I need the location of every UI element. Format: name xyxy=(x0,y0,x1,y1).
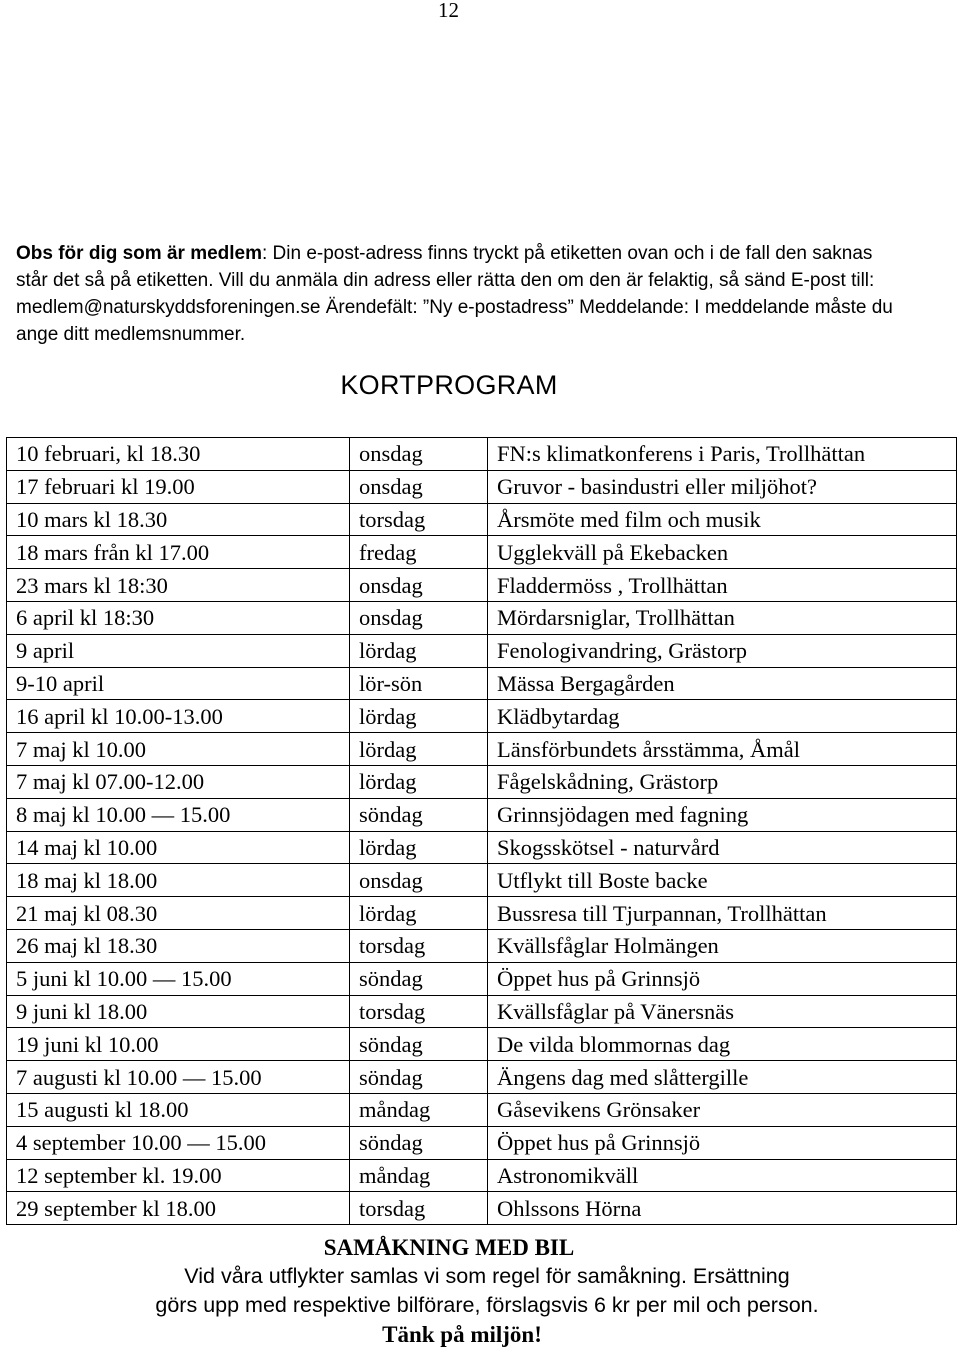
event-title-cell: Kvällsfåglar på Vänersnäs xyxy=(488,995,957,1028)
table-row xyxy=(7,1159,957,1192)
event-title-cell: Årsmöte med film och musik xyxy=(488,503,957,536)
event-weekday-cell: måndag xyxy=(350,1093,488,1126)
table-row xyxy=(7,667,957,700)
event-title-cell: Bussresa till Tjurpannan, Trollhättan xyxy=(488,897,957,930)
table-row xyxy=(7,503,957,536)
event-title-cell: Öppet hus på Grinnsjö xyxy=(488,1126,957,1159)
event-date-cell: 10 mars kl 18.30 xyxy=(7,503,350,536)
event-title-cell: Kvällsfåglar Holmängen xyxy=(488,929,957,962)
event-weekday-cell: lördag xyxy=(350,634,488,667)
table-row xyxy=(7,1126,957,1159)
event-title-cell: Fladdermöss , Trollhättan xyxy=(488,569,957,602)
event-weekday-cell: lördag xyxy=(350,831,488,864)
table-row xyxy=(7,1061,957,1094)
event-title-cell: Länsförbundets årsstämma, Åmål xyxy=(488,733,957,766)
event-date-cell: 12 september kl. 19.00 xyxy=(7,1159,350,1192)
event-date-cell: 18 mars från kl 17.00 xyxy=(7,536,350,569)
event-weekday-cell: lördag xyxy=(350,897,488,930)
table-row xyxy=(7,569,957,602)
event-weekday-cell: söndag xyxy=(350,1061,488,1094)
event-date-cell: 19 juni kl 10.00 xyxy=(7,1028,350,1061)
table-row xyxy=(7,470,957,503)
event-date-cell: 9 april xyxy=(7,634,350,667)
table-row xyxy=(7,634,957,667)
event-weekday-cell: lör-sön xyxy=(350,667,488,700)
event-weekday-cell: onsdag xyxy=(350,864,488,897)
table-row xyxy=(7,1192,957,1225)
program-title: KORTPROGRAM xyxy=(340,370,558,400)
event-weekday-cell: torsdag xyxy=(350,1192,488,1225)
carpool-text-line-1: Vid våra utflykter samlas vi som regel för samåkning. Ersättning xyxy=(184,1264,790,1288)
event-title-cell: Mördarsniglar, Trollhättan xyxy=(488,601,957,634)
event-title-cell: FN:s klimatkonferens i Paris, Trollhättan xyxy=(488,438,957,471)
event-weekday-cell: lördag xyxy=(350,765,488,798)
event-weekday-cell: söndag xyxy=(350,1126,488,1159)
notice-body: : Din e-post-adress finns tryckt på etiketten ovan och i de fall den saknas står det så på etiketten. Vill du anmäla din adress eller rätta den om den är felaktig, så sänd E-post till: medlem@naturskyddsforeningen.se Ärendefält: ”Ny e-postadress” Meddelande: I meddelande måste du ange ditt medlemsnummer. xyxy=(16,243,893,345)
table-row xyxy=(7,733,957,766)
program-table-body xyxy=(7,438,957,1225)
event-weekday-cell: onsdag xyxy=(350,569,488,602)
event-weekday-cell: onsdag xyxy=(350,438,488,471)
event-title-cell: Fenologivandring, Grästorp xyxy=(488,634,957,667)
table-row xyxy=(7,601,957,634)
event-title-cell: Ugglekväll på Ekebacken xyxy=(488,536,957,569)
event-weekday-cell: torsdag xyxy=(350,503,488,536)
event-date-cell: 9-10 april xyxy=(7,667,350,700)
event-title-cell: Utflykt till Boste backe xyxy=(488,864,957,897)
event-date-cell: 26 maj kl 18.30 xyxy=(7,929,350,962)
event-title-cell: Astronomikväll xyxy=(488,1159,957,1192)
event-date-cell: 15 augusti kl 18.00 xyxy=(7,1093,350,1126)
event-weekday-cell: lördag xyxy=(350,700,488,733)
event-title-cell: Öppet hus på Grinnsjö xyxy=(488,962,957,995)
event-weekday-cell: onsdag xyxy=(350,470,488,503)
event-date-cell: 10 februari, kl 18.30 xyxy=(7,438,350,471)
event-title-cell: De vilda blommornas dag xyxy=(488,1028,957,1061)
event-title-cell: Gruvor - basindustri eller miljöhot? xyxy=(488,470,957,503)
carpool-slogan: Tänk på miljön! xyxy=(382,1322,542,1347)
event-title-cell: Ängens dag med slåttergille xyxy=(488,1061,957,1094)
event-date-cell: 7 augusti kl 10.00 — 15.00 xyxy=(7,1061,350,1094)
table-row xyxy=(7,864,957,897)
event-title-cell: Skogsskötsel - naturvård xyxy=(488,831,957,864)
event-date-cell: 6 april kl 18:30 xyxy=(7,601,350,634)
table-row xyxy=(7,831,957,864)
event-title-cell: Mässa Bergagården xyxy=(488,667,957,700)
event-weekday-cell: söndag xyxy=(350,962,488,995)
table-row xyxy=(7,536,957,569)
table-row xyxy=(7,765,957,798)
event-weekday-cell: söndag xyxy=(350,798,488,831)
table-row xyxy=(7,962,957,995)
event-date-cell: 17 februari kl 19.00 xyxy=(7,470,350,503)
event-weekday-cell: onsdag xyxy=(350,601,488,634)
event-title-cell: Gåsevikens Grönsaker xyxy=(488,1093,957,1126)
table-row xyxy=(7,1028,957,1061)
table-row xyxy=(7,798,957,831)
event-weekday-cell: måndag xyxy=(350,1159,488,1192)
event-title-cell: Ohlssons Hörna xyxy=(488,1192,957,1225)
event-date-cell: 29 september kl 18.00 xyxy=(7,1192,350,1225)
event-date-cell: 7 maj kl 07.00-12.00 xyxy=(7,765,350,798)
event-date-cell: 8 maj kl 10.00 — 15.00 xyxy=(7,798,350,831)
event-date-cell: 4 september 10.00 — 15.00 xyxy=(7,1126,350,1159)
event-weekday-cell: lördag xyxy=(350,733,488,766)
table-row xyxy=(7,1093,957,1126)
event-weekday-cell: torsdag xyxy=(350,929,488,962)
carpool-heading: SAMÅKNING MED BIL xyxy=(323,1235,575,1260)
notice-lead: Obs för dig som är medlem xyxy=(16,243,262,264)
member-notice xyxy=(16,240,896,348)
table-row xyxy=(7,438,957,471)
event-weekday-cell: torsdag xyxy=(350,995,488,1028)
event-date-cell: 16 april kl 10.00-13.00 xyxy=(7,700,350,733)
carpool-text-line-2: görs upp med respektive bilförare, förslagsvis 6 kr per mil och person. xyxy=(155,1293,819,1317)
table-row xyxy=(7,995,957,1028)
program-table xyxy=(6,437,957,1225)
event-weekday-cell: fredag xyxy=(350,536,488,569)
carpool-section xyxy=(0,1233,960,1349)
event-date-cell: 7 maj kl 10.00 xyxy=(7,733,350,766)
event-date-cell: 18 maj kl 18.00 xyxy=(7,864,350,897)
event-title-cell: Grinnsjödagen med fagning xyxy=(488,798,957,831)
event-date-cell: 21 maj kl 08.30 xyxy=(7,897,350,930)
table-row xyxy=(7,929,957,962)
event-date-cell: 5 juni kl 10.00 — 15.00 xyxy=(7,962,350,995)
event-date-cell: 9 juni kl 18.00 xyxy=(7,995,350,1028)
page-number: 12 xyxy=(438,0,459,22)
table-row xyxy=(7,897,957,930)
event-weekday-cell: söndag xyxy=(350,1028,488,1061)
event-title-cell: Klädbytardag xyxy=(488,700,957,733)
table-row xyxy=(7,700,957,733)
event-date-cell: 14 maj kl 10.00 xyxy=(7,831,350,864)
event-date-cell: 23 mars kl 18:30 xyxy=(7,569,350,602)
event-title-cell: Fågelskådning, Grästorp xyxy=(488,765,957,798)
